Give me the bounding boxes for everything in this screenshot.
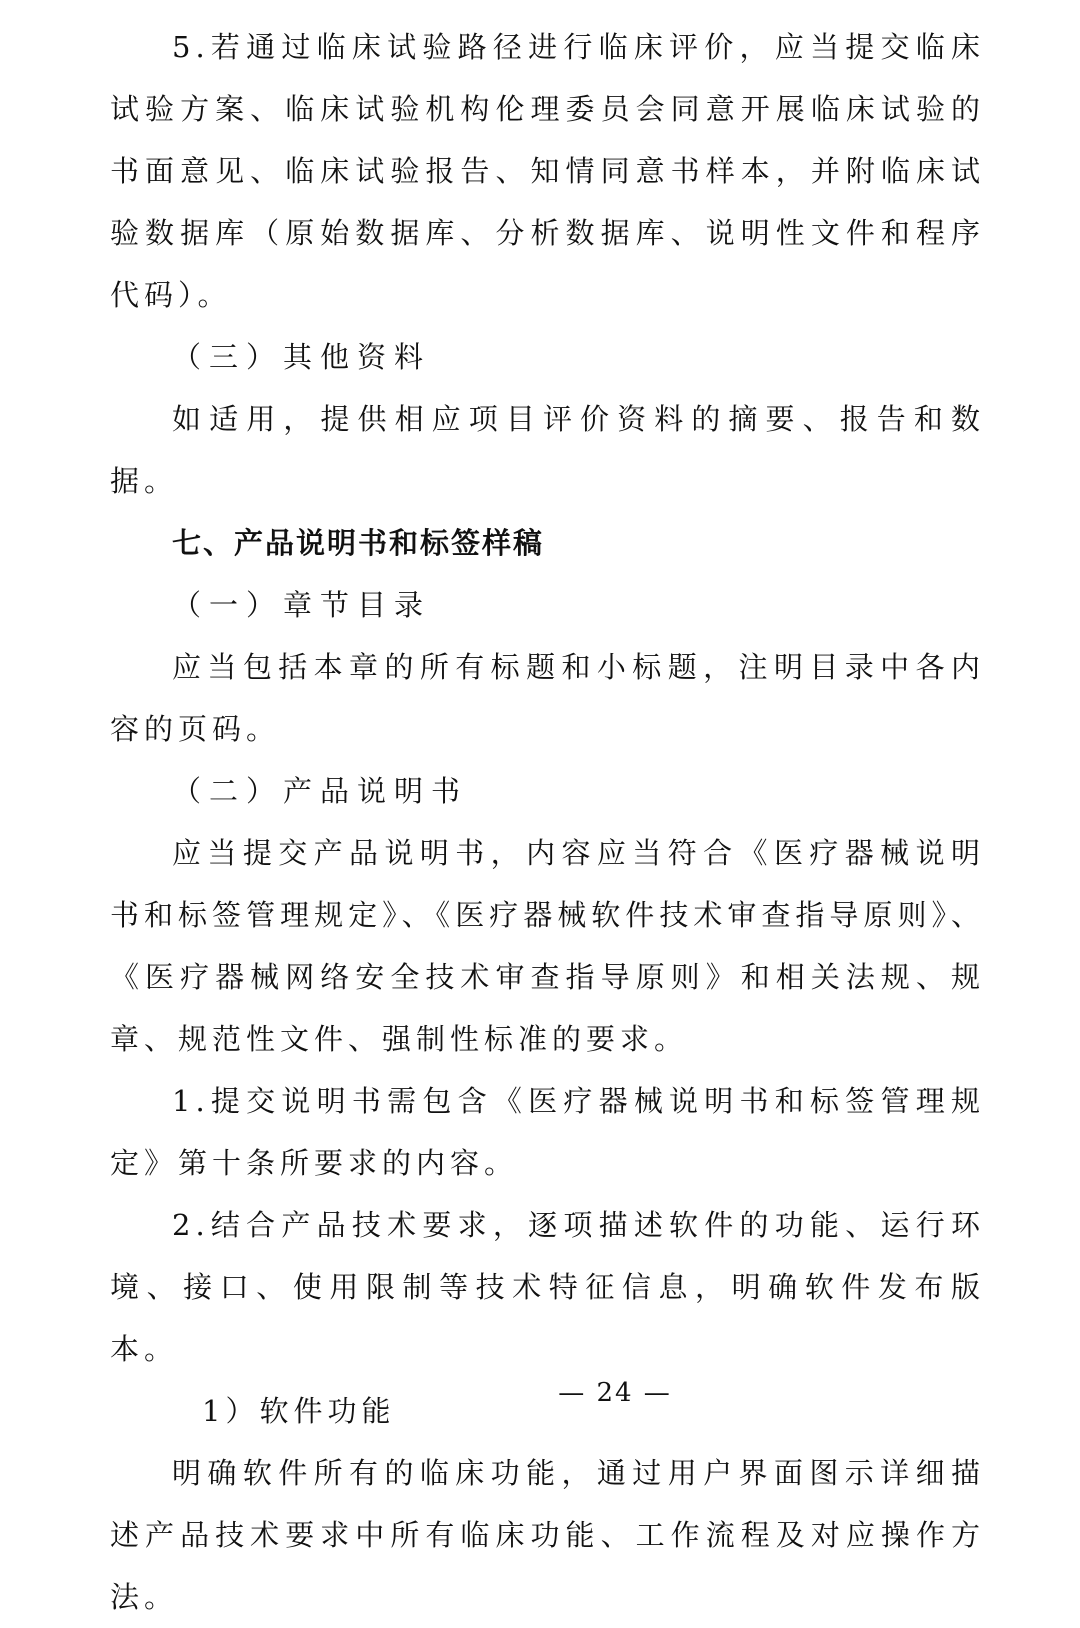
page-number: — 24 — [558,1378,672,1408]
paragraph-software-functions: 明确软件所有的临床功能，通过用户界面图示详细描述产品技术要求中所有临床功能、工作流程及对应操作方法。 [110,1456,985,1614]
sub-item-heading-software-functions: 1）软件功能 [202,1394,396,1428]
paragraph-product-manual-requirements: 应当提交产品说明书，内容应当符合《医疗器械说明书和标签管理规定》、《医疗器械软件技术审查指导原则》、《医疗器械网络安全技术审查指导原则》和相关法规、规章、规范性文件、强制性标准的要求。 [110,836,985,1056]
paragraph-other-materials: 如适用，提供相应项目评价资料的摘要、报告和数据。 [110,402,985,498]
paragraph-chapter-toc: 应当包括本章的所有标题和小标题，注明目录中各内容的页码。 [110,650,985,746]
paragraph-manual-item-1: 1.提交说明书需包含《医疗器械说明书和标签管理规定》第十条所要求的内容。 [110,1084,985,1180]
paragraph-clinical-trial-submission: 5.若通过临床试验路径进行临床评价，应当提交临床试验方案、临床试验机构伦理委员会同意开展临床试验的书面意见、临床试验报告、知情同意书样本，并附临床试验数据库（原始数据库、分析数据库、说明性文件和程序代码）。 [110,30,985,312]
section-heading-product-manual: （二）产品说明书 [172,774,469,808]
section-heading-other-materials: （三）其他资料 [172,340,432,374]
section-heading-chapter-toc: （一）章节目录 [172,588,432,622]
chapter-heading-instructions-labels: 七、产品说明书和标签样稿 [172,526,545,560]
paragraph-manual-item-2: 2.结合产品技术要求，逐项描述软件的功能、运行环境、接口、使用限制等技术特征信息，明确软件发布版本。 [110,1208,985,1366]
